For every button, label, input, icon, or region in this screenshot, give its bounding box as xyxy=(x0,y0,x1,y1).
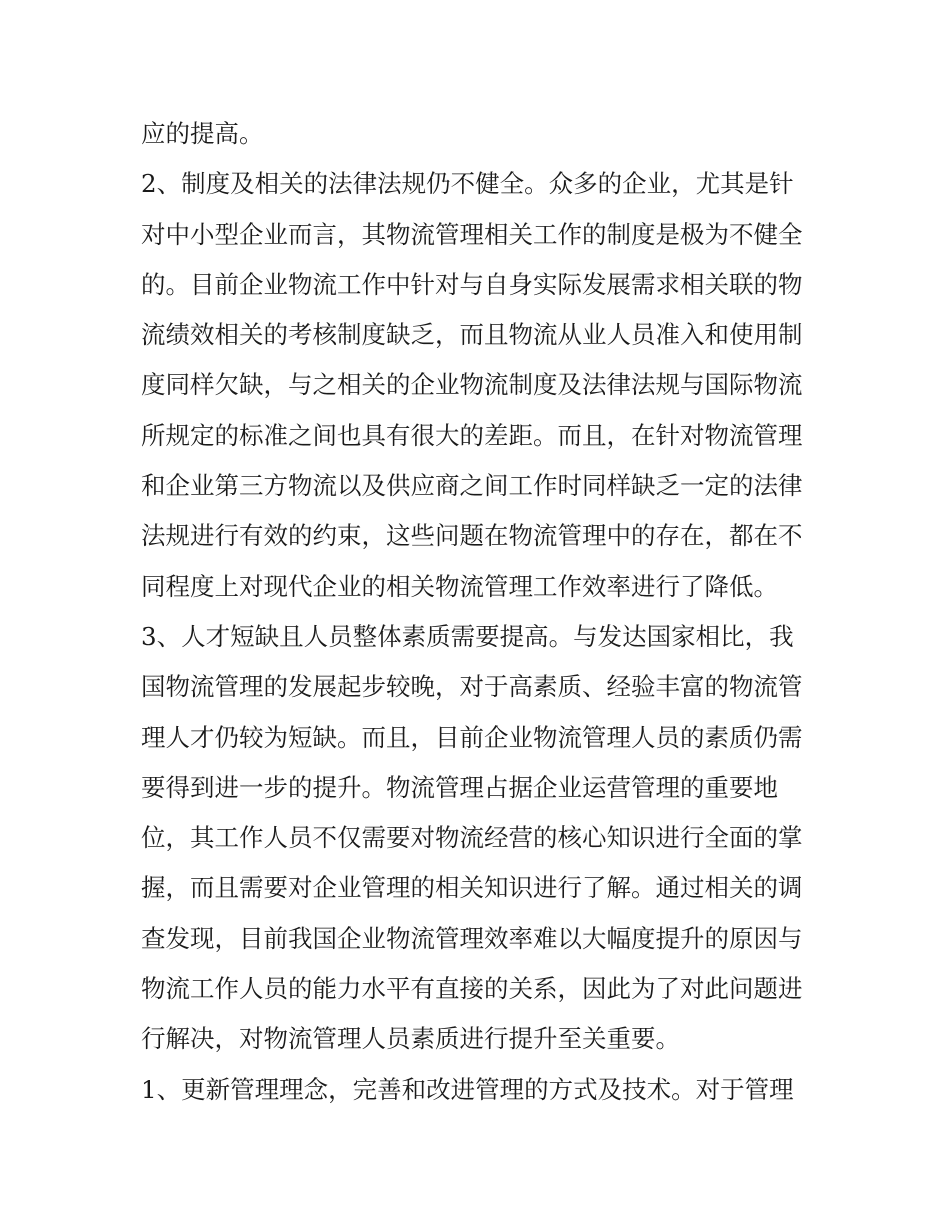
text-line: 国物流管理的发展起步较晚，对于高素质、经验丰富的物流管 xyxy=(141,672,803,702)
body-text xyxy=(141,109,821,1115)
text-line: 1、更新管理理念，完善和改进管理的方式及技术。对于管理 xyxy=(141,1074,794,1104)
text-line: 2、制度及相关的法律法规仍不健全。众多的企业，尤其是针 xyxy=(141,169,794,199)
text-line: 同程度上对现代企业的相关物流管理工作效率进行了降低。 xyxy=(141,571,778,601)
text-line: 应的提高。 xyxy=(141,119,264,148)
text-line: 度同样欠缺，与之相关的企业物流制度及法律法规与国际物流 xyxy=(141,370,803,400)
text-line: 和企业第三方物流以及供应商之间工作时同样缺乏一定的法律 xyxy=(141,471,803,501)
text-line: 所规定的标准之间也具有很大的差距。而且，在针对物流管理 xyxy=(141,420,803,450)
text-line: 物流工作人员的能力水平有直接的关系，因此为了对此问题进 xyxy=(141,974,803,1004)
text-line: 位，其工作人员不仅需要对物流经营的核心知识进行全面的掌 xyxy=(141,823,803,853)
text-line: 握，而且需要对企业管理的相关知识进行了解。通过相关的调 xyxy=(141,873,803,903)
text-line: 对中小型企业而言，其物流管理相关工作的制度是极为不健全 xyxy=(141,219,803,249)
text-line: 流绩效相关的考核制度缺乏，而且物流从业人员准入和使用制 xyxy=(141,320,803,350)
text-line: 理人才仍较为短缺。而且，目前企业物流管理人员的素质仍需 xyxy=(141,722,803,752)
text-line: 要得到进一步的提升。物流管理占据企业运营管理的重要地 xyxy=(141,772,778,802)
text-line: 的。目前企业物流工作中针对与自身实际发展需求相关联的物 xyxy=(141,269,803,299)
text-line: 法规进行有效的约束，这些问题在物流管理中的存在，都在不 xyxy=(141,521,803,551)
text-line: 3、人才短缺且人员整体素质需要提高。与发达国家相比，我 xyxy=(141,621,794,651)
text-line: 查发现，目前我国企业物流管理效率难以大幅度提升的原因与 xyxy=(141,923,803,953)
text-line: 行解决，对物流管理人员素质进行提升至关重要。 xyxy=(141,1024,680,1054)
